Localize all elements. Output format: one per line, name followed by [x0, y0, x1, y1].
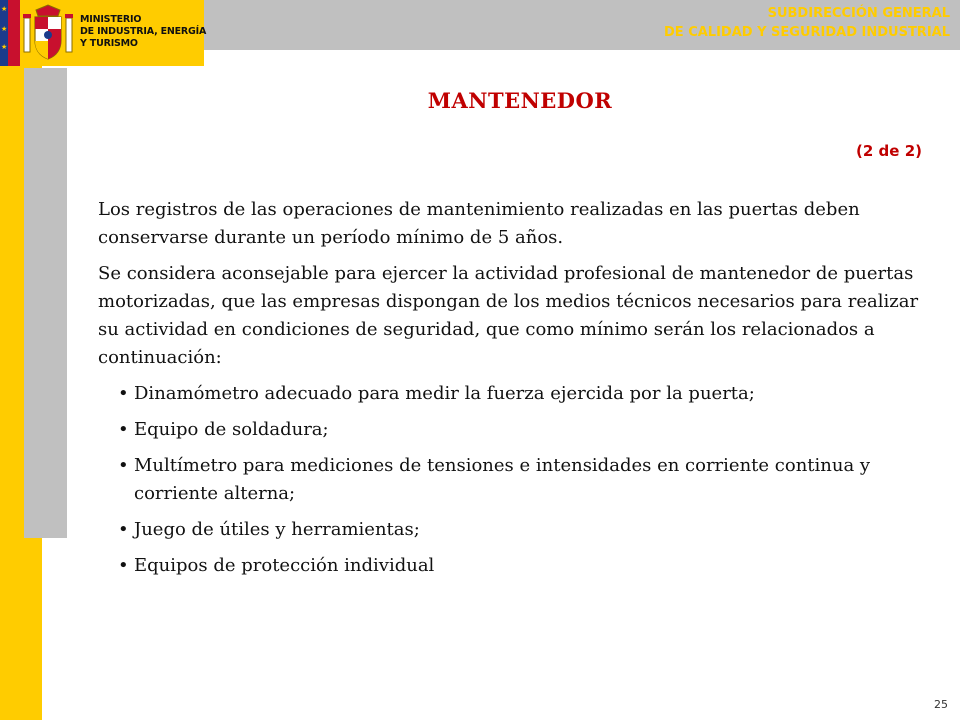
list-item-text: Equipo de soldadura; [134, 419, 329, 440]
ministry-line: DE INDUSTRIA, ENERGÍA [80, 26, 207, 37]
list-item [98, 552, 936, 580]
side-gray-block [24, 68, 67, 538]
subdirection-line: DE CALIDAD Y SEGURIDAD INDUSTRIAL [664, 25, 950, 40]
bullet-icon: • [118, 519, 129, 540]
ministry-line: Y TURISMO [80, 38, 138, 49]
spain-coat-of-arms-icon [22, 4, 74, 62]
spain-flag-strip [8, 0, 20, 66]
slide-body [98, 196, 936, 588]
subdirection-name [664, 4, 950, 42]
list-item [98, 416, 936, 444]
eu-flag-icon: ★ ★ ★ [0, 0, 8, 66]
paragraph: Se considera aconsejable para ejercer la actividad profesional de mantenedor de puertas motorizadas, que las empresas dispongan de los medios técnicos necesarios para realizar su actividad en condiciones de seguridad, que como mínimo serán los relacionados a continuación: [98, 263, 919, 368]
subdirection-line: SUBDIRECCIÓN GENERAL [767, 6, 950, 21]
list-item-text: Juego de útiles y herramientas; [134, 519, 420, 540]
paragraph: Los registros de las operaciones de mantenimiento realizadas en las puertas deben conservarse durante un período mínimo de 5 años. [98, 199, 860, 248]
equipment-list [98, 380, 936, 580]
bullet-icon: • [118, 555, 129, 576]
list-item-text: Equipos de protección individual [134, 555, 435, 576]
ministry-name [80, 14, 206, 50]
slide-title: MANTENEDOR [427, 88, 613, 113]
list-item [98, 452, 936, 508]
list-item-text: Multímetro para mediciones de tensiones e intensidades en corriente continua y corriente alterna; [134, 455, 871, 504]
bullet-icon: • [118, 419, 129, 440]
list-item [98, 380, 936, 408]
page-indicator: (2 de 2) [856, 142, 922, 160]
list-item [98, 516, 936, 544]
ministry-line: MINISTERIO [80, 14, 142, 25]
bullet-icon: • [118, 455, 129, 476]
list-item-text: Dinamómetro adecuado para medir la fuerza ejercida por la puerta; [134, 383, 755, 404]
bullet-icon: • [118, 383, 129, 404]
ministry-logo [0, 0, 207, 66]
page-number: 25 [934, 698, 948, 711]
